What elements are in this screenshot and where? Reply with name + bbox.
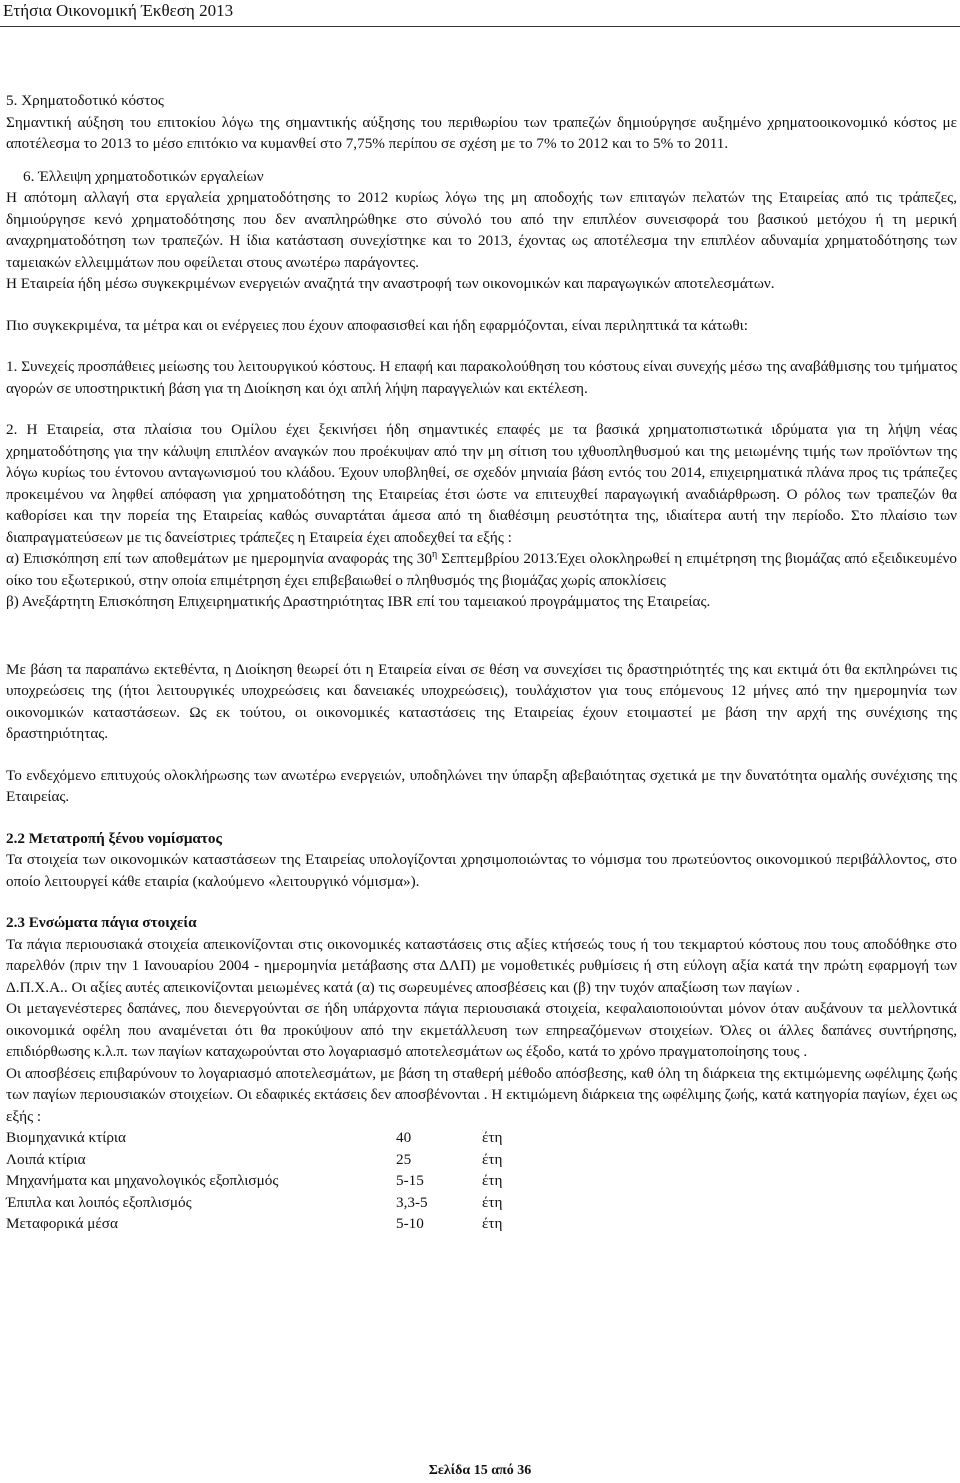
section-2-2-heading: 2.2 Μετατροπή ξένου νομίσματος [6, 829, 222, 847]
page-number: Σελίδα 15 από 36 [428, 1463, 532, 1478]
asset-category: Λοιπά κτίρια [6, 1150, 86, 1168]
measure-item-a-post: Σεπτεμβρίου 2013.Έχει ολοκληρωθεί η επιμέτρηση της βιομάζας από εξειδικευμένο οίκο του εξωτερικού, στην οποία επιμέτρηση έχει επιβεβαιωθεί ο πληθυσμός της βιομάζας χωρίς αποκλίσεις [6, 550, 957, 589]
table-row [6, 1149, 542, 1171]
useful-life-years: 3,3-5 [396, 1193, 428, 1211]
useful-life-unit: έτη [482, 1172, 503, 1189]
table-row [6, 1213, 542, 1235]
table-row [6, 1127, 542, 1149]
section-2-3-text-2: Οι μεταγενέστερες δαπάνες, που διενεργούνται σε ήδη υπάρχοντα πάγια περιουσιακά στοιχεία, κεφαλαιοποιούνται μόνον όταν αυξάνουν τα μελλοντικά οικονομικά οφέλη που αναμένεται ότι θα προκύψουν από την εκμετάλλευση των επηρεαζόμενων στοιχείων. Όλες οι άλλες δαπάνες συντήρησης, επιδιόρθωσης κ.λ.π. των παγίων καταχωρούνται στο λογαριασμό αποτελεσμάτων ως έξοδο, κατά το χρόνο πραγματοποίησης τους . [6, 1000, 957, 1060]
asset-category: Μεταφορικά μέσα [6, 1215, 118, 1232]
useful-life-unit: έτη [482, 1150, 503, 1168]
section-2-3-text-1: Τα πάγια περιουσιακά στοιχεία απεικονίζονται στις οικονομικές καταστάσεις στις αξίες κτήσεώς τους ή του τεκμαρτού κόστους που τους αποδόθηκε στο παρελθόν (πριν την 1 Ιανουαρίου 2004 - ημερομηνία μετάβασης στα ΔΛΠ) με νομοθετικές ρυθμίσεις ή στη εύλογη αξία κατά την πρώτη εφαρμογή των Δ.Π.Χ.Α.. Οι αξίες αυτές απεικονίζονται μειωμένες κατά (α) τις σωρευμένες αποσβέσεις και (β) την τυχόν απαξίωση των παγίων . [6, 935, 957, 996]
measure-item-1: 1. Συνεχείς προσπάθειες μείωσης του λειτουργικού κόστους. Η επαφή και παρακολούθηση του κόστους είναι συνεχής μέσω της αναβάθμισης του τμήματος αγορών σε υποστηρικτική βάση για τη Διοίκηση και όχι απλή λήψη παραγγελιών και εκτέλεση. [6, 358, 957, 397]
header-divider [0, 26, 960, 27]
useful-life-unit: έτη [482, 1129, 503, 1146]
measure-item-2: 2. Η Εταιρεία, στα πλαίσια του Ομίλου έχει ξεκινήσει ήδη σημαντικές επαφές με τα βασικά χρηματοπιστωτικά ιδρύματα για τη λήψη νέας χρηματοδότησης για την κάλυψη επιπλέον αναγκών που προέκυψαν από την μη σίτιση του ιχθυοπληθυσμού και της μειωμένης τιμής των προϊόντων της λόγω κυρίως του έντονου ανταγωνισμού του κλάδου. Έχουν υποβληθεί, σε σχεδόν μηνιαία βάση εντός του 2014, επιχειρηματικά πλάνα προς τις τράπεζες προκειμένου να ληφθεί απόφαση για χρηματοδότηση της Εταιρείας έτσι ώστε να επιτευχθεί παραγωγική αναδιάρθρωση. Ο ρόλος των τραπεζών θα καθορίσει και την πορεία της Εταιρείας καθώς συναρτάται άμεσα από τη διαθέσιμη ρευστότητα της, ιδιαίτερα αυτή την περίοδο. Στο πλαίσιο των διαπραγματεύσεων με τις δανείστριες τράπεζες η Εταιρεία έχει αποδεχθεί τα εξής : [6, 421, 957, 546]
conclusion-text-1: Με βάση τα παραπάνω εκτεθέντα, η Διοίκηση θεωρεί ότι η Εταιρεία είναι σε θέση να συνεχίσει τις δραστηριότητές της και εκτιμά ότι θα εκπληρώνει τις υποχρεώσεις της (ήτοι λειτουργικές υποχρεώσεις και δανειακές υποχρεώσεις), τουλάχιστον για τους επόμενους 12 μήνες από την ημερομηνία των οικονομικών καταστάσεων. Ως εκ τούτου, οι οικονομικές καταστάσεις της Εταιρείας έχουν ετοιμαστεί με βάση την αρχή της συνέχισης της δραστηριότητας. [6, 660, 957, 742]
table-row [6, 1170, 542, 1192]
ordinal-superscript: η [431, 548, 438, 560]
section-6-text-1: Η απότομη αλλαγή στα εργαλεία χρηματοδότησης το 2012 κυρίως λόγω της μη αποδοχής των επιταγών πελατών της Εταιρείας από τις τράπεζες, δημιούργησε κενό χρηματοδότησης που δεν αναπληρώθηκε στο σύνολό του από την επιπλέον συνεισφορά του βασικού μετόχου ή τη μερική αναχρηματοδότηση των τραπεζών. Η ίδια κατάσταση συνεχίστηκε και το 2013, έχοντας ως αποτέλεσμα την επιπλέον αδυναμία χρηματοδότησης των ταμειακών ελλειμμάτων που οφείλεται στους ανωτέρω παράγοντες. [6, 189, 957, 271]
section-2-2-text: Τα στοιχεία των οικονομικών καταστάσεων της Εταιρείας υπολογίζονται χρησιμοποιώντας το νόμισμα του πρωτεύοντος οικονομικού περιβάλλοντος, στο οποίο λειτουργεί κάθε εταιρία (καλούμενο «λειτουργικό νόμισμα»). [6, 851, 957, 890]
conclusion-text-2: Το ενδεχόμενο επιτυχούς ολοκλήρωσης των ανωτέρω ενεργειών, υποδηλώνει την ύπαρξη αβεβαιότητας σχετικά με την δυνατότητα ομαλής συνέχισης της Εταιρείας. [6, 766, 957, 805]
table-row [6, 1192, 542, 1214]
asset-category: Βιομηχανικά κτίρια [6, 1129, 126, 1146]
section-2-3-text-3: Οι αποσβέσεις επιβαρύνουν το λογαριασμό αποτελεσμάτων, με βάση τη σταθερή μέθοδο απόσβεσης, καθ όλη τη διάρκεια της εκτιμώμενης ωφέλιμης ζωής των παγίων περιουσιακών στοιχείων. Οι εδαφικές εκτάσεις δεν αποσβένονται . Η εκτιμώμενη διάρκεια της ωφέλιμης ζωής, κατά κατηγορία παγίων, έχει ως εξής : [6, 1064, 957, 1125]
section-5-heading: 5. Χρηματοδοτικό κόστος [6, 92, 164, 109]
asset-category: Έπιπλα και λοιπός εξοπλισμός [6, 1193, 192, 1211]
section-6-text-2: Η Εταιρεία ήδη μέσω συγκεκριμένων ενεργειών αναζητά την αναστροφή των οικονομικών και παραγωγικών αποτελεσμάτων. [6, 275, 775, 292]
useful-life-unit: έτη [482, 1193, 503, 1211]
useful-life-years: 40 [396, 1129, 412, 1146]
measure-item-a-pre: α) Επισκόπηση επί των αποθεμάτων με ημερομηνία αναφοράς της 30 [6, 550, 432, 567]
useful-life-unit: έτη [482, 1215, 503, 1232]
useful-life-table [6, 1127, 542, 1235]
measure-item-b: β) Ανεξάρτητη Επισκόπηση Επιχειρηματικής Δραστηριότητας IBR επί του ταμειακού προγράμματος της Εταιρείας. [6, 593, 711, 610]
asset-category: Μηχανήματα και μηχανολογικός εξοπλισμός [6, 1172, 279, 1189]
section-6-heading: 6. Έλλειψη χρηματοδοτικών εργαλείων [23, 167, 264, 185]
section-5-text: Σημαντική αύξηση του επιτοκίου λόγω της σημαντικής αύξησης του περιθωρίου των τραπεζών δημιούργησε αυξημένο χρηματοοικονομικό κόστος με αποτέλεσμα το 2013 το μέσο επιτόκιο να κυμανθεί στο 7,75% περίπου σε σχέση με το 7% το 2012 και το 5% το 2011. [6, 113, 957, 152]
measures-intro: Πιο συγκεκριμένα, τα μέτρα και οι ενέργειες που έχουν αποφασισθεί και ήδη εφαρμόζονται, είναι περιληπτικά τα κάτωθι: [6, 316, 748, 334]
section-2-3-heading: 2.3 Ενσώματα πάγια στοιχεία [6, 914, 197, 931]
useful-life-years: 25 [396, 1150, 412, 1168]
page-header: Ετήσια Οικονομική Έκθεση 2013 [3, 1, 234, 20]
measure-item-a [6, 548, 957, 591]
useful-life-years: 5-10 [396, 1215, 424, 1232]
document-body [6, 90, 957, 1235]
useful-life-years: 5-15 [396, 1172, 424, 1189]
